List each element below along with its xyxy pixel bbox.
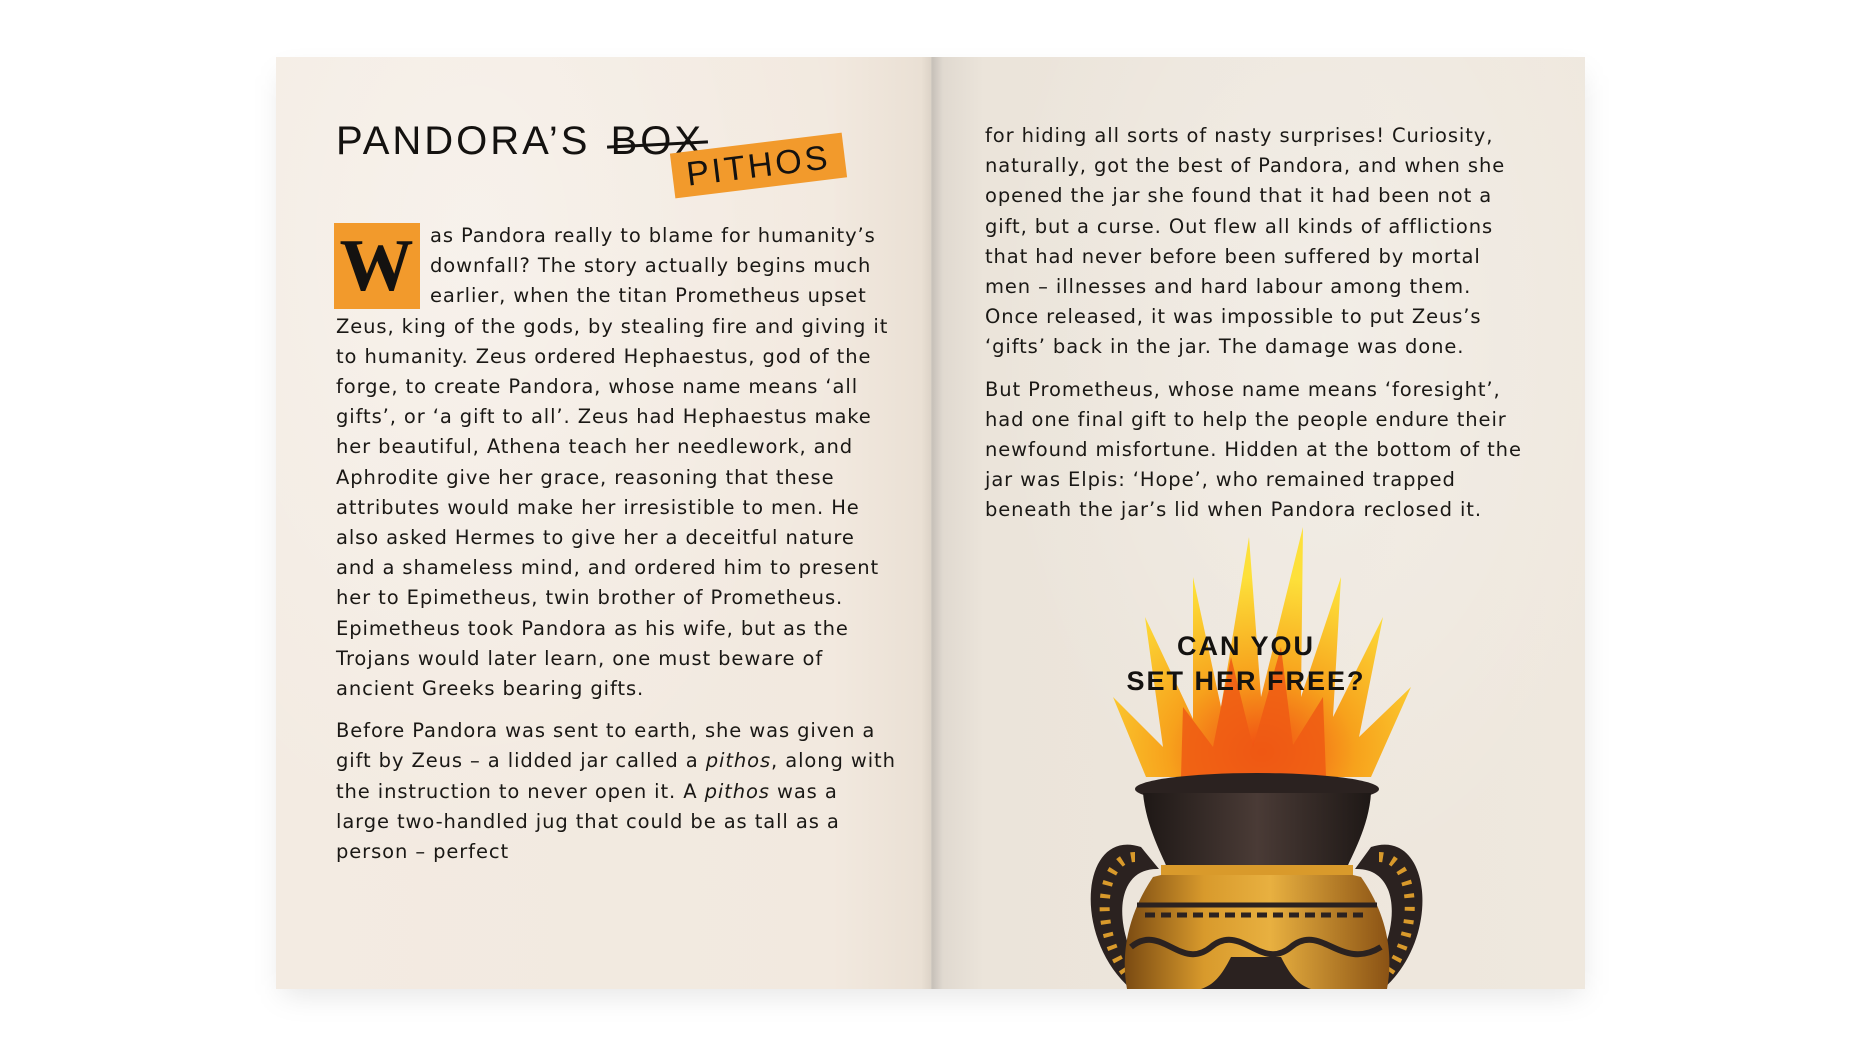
paragraph-3: for hiding all sorts of nasty surprises! Curiosity, naturally, got the best of Pandora, and when she opened the jar she found that it had been not a gift, but a curse. Out flew all kinds of afflictions that had never before been suffered by mortal men – illnesses and hard labour among them. Once released, it was impossible to put Zeus’s ‘gifts’ back in the jar. The damage was done. [985,124,1506,359]
italic-pithos-2: pithos [704,779,770,803]
title-replacement-tag: PITHOS [670,133,847,199]
call-to-action [1116,629,1376,699]
italic-pithos-1: pithos [705,749,772,773]
book-gutter [921,57,943,989]
page-title [336,119,704,164]
paragraph-2-part-b: , along with the instruction to never open it. A [336,749,896,803]
cta-line-1: CAN YOU [1176,631,1316,661]
right-page [931,57,1585,989]
left-page [276,57,931,989]
pithos-jar-illustration [1091,773,1423,989]
book-spread [276,57,1585,989]
paragraph-1-text: as Pandora really to blame for humanity’s downfall? The story actually begins much earlier, when the titan Prometheus upset Zeus, king of the gods, by stealing fire and giving it to humanity. Zeus ordered Hephaestus, god of the forge, to create Pandora, whose name means ‘all gifts’, or ‘a gift to all’. Zeus had Hephaestus make her beautiful, Athena teach her needlework, and Aphrodite give her grace, reasoning that these attributes would make her irresistible to men. He also asked Hermes to give her a deceitful nature and a shameless mind, and ordered him to present her to Epimetheus, twin brother of Prometheus. Epimetheus took Pandora as his wife, but as the Trojans would later learn, one must beware of ancient Greeks bearing gifts. [336,224,889,701]
left-column [336,221,896,867]
paragraph-2-part-a: Before Pandora was sent to earth, she was given a gift by Zeus – a lidded jar called a [336,719,876,773]
paragraph-4: But Prometheus, whose name means ‘foresight’, had one final gift to help the people endure their newfound misfortune. Hidden at the bottom of the jar was Elpis: ‘Hope’, who remained trapped beneath the jar’s lid when Pandora reclosed it. [985,377,1522,522]
title-prefix: PANDORA’S [336,119,591,163]
title-struck-word: BOX [610,119,705,163]
paragraph-1 [336,221,896,704]
paragraph-2 [336,716,896,867]
cta-line-2: SET HER FREE? [1126,666,1366,696]
right-column [985,121,1530,526]
paragraph-2-part-c: was a large two-handled jug that could be as tall as a person – perfect [336,779,840,864]
drop-cap: W [334,223,420,309]
